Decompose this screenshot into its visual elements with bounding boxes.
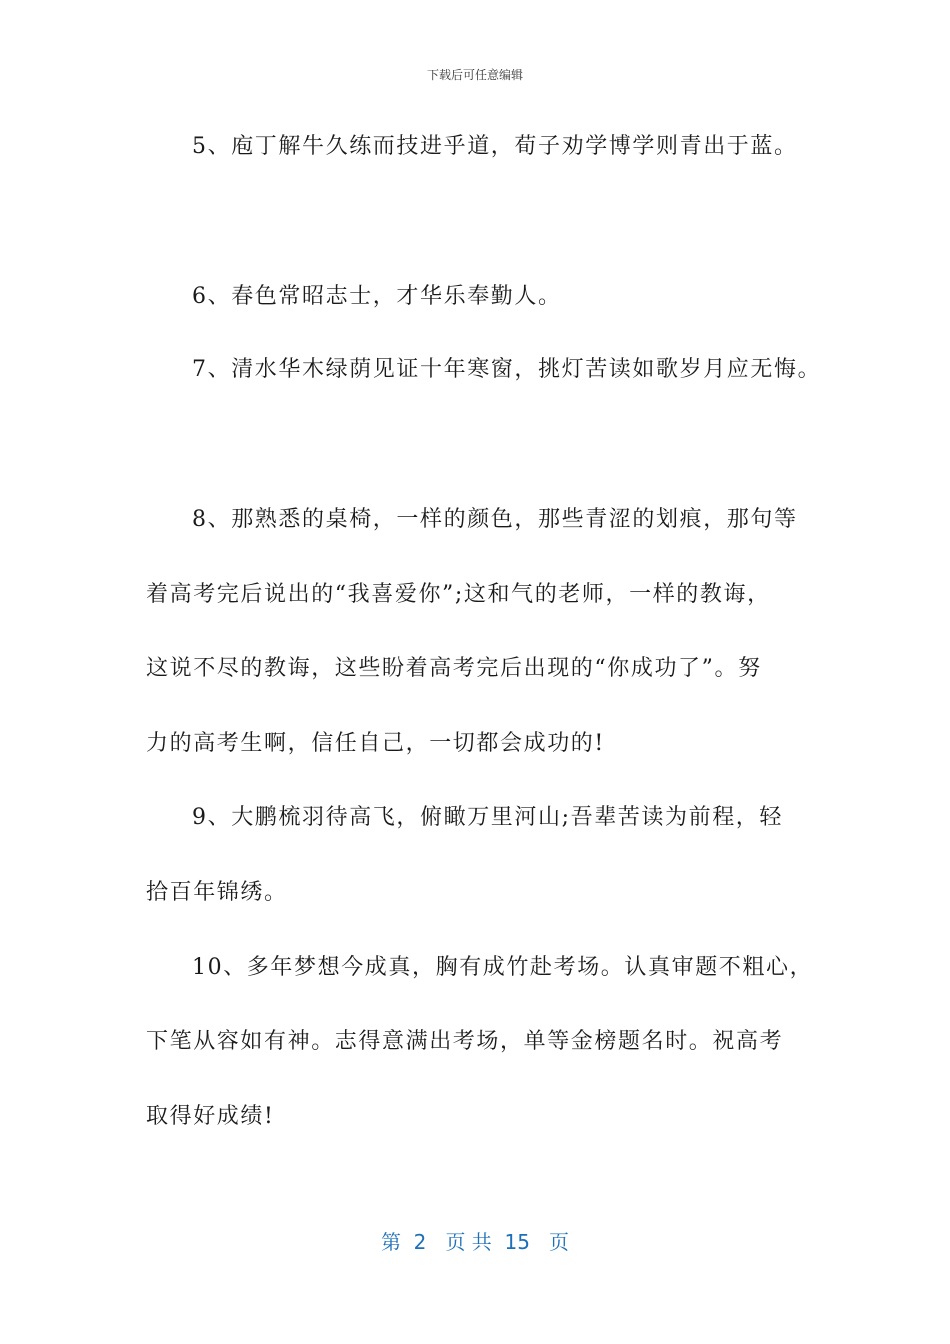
page-header: 下载后可任意编辑: [426, 68, 523, 82]
list-item-8-line-3: 这说不尽的教诲，这些盼着高考完后出现的“你成功了”。努: [146, 656, 762, 681]
list-item-7: 7、清水华木绿荫见证十年寒窗，挑灯苦读如歌岁月应无悔。: [192, 357, 822, 382]
list-item-5: 5、庖丁解牛久练而技进乎道，荀子劝学博学则青出于蓝。: [192, 134, 798, 159]
list-item-10-line-2: 下笔从容如有神。志得意满出考场，单等金榜题名时。祝高考: [146, 1029, 784, 1054]
list-item-8-line-4: 力的高考生啊，信任自己，一切都会成功的!: [146, 731, 605, 756]
list-item-8-line-1: 8、那熟悉的桌椅，一样的颜色，那些青涩的划痕，那句等: [192, 507, 798, 532]
page-number-footer: 第 2 页 共 15 页: [380, 1230, 570, 1254]
list-item-8-line-2: 着高考完后说出的“我喜爱你”;这和气的老师，一样的教诲，: [146, 582, 771, 607]
list-item-10-line-1: 10、多年梦想今成真，胸有成竹赴考场。认真审题不粗心，: [192, 955, 814, 980]
list-item-6: 6、春色常昭志士，才华乐奉勤人。: [192, 284, 562, 309]
list-item-10-line-3: 取得好成绩!: [146, 1104, 275, 1129]
list-item-9-line-1: 9、大鹏梳羽待高飞，俯瞰万里河山;吾辈苦读为前程，轻: [192, 805, 784, 830]
list-item-9-line-2: 拾百年锦绣。: [146, 880, 288, 905]
